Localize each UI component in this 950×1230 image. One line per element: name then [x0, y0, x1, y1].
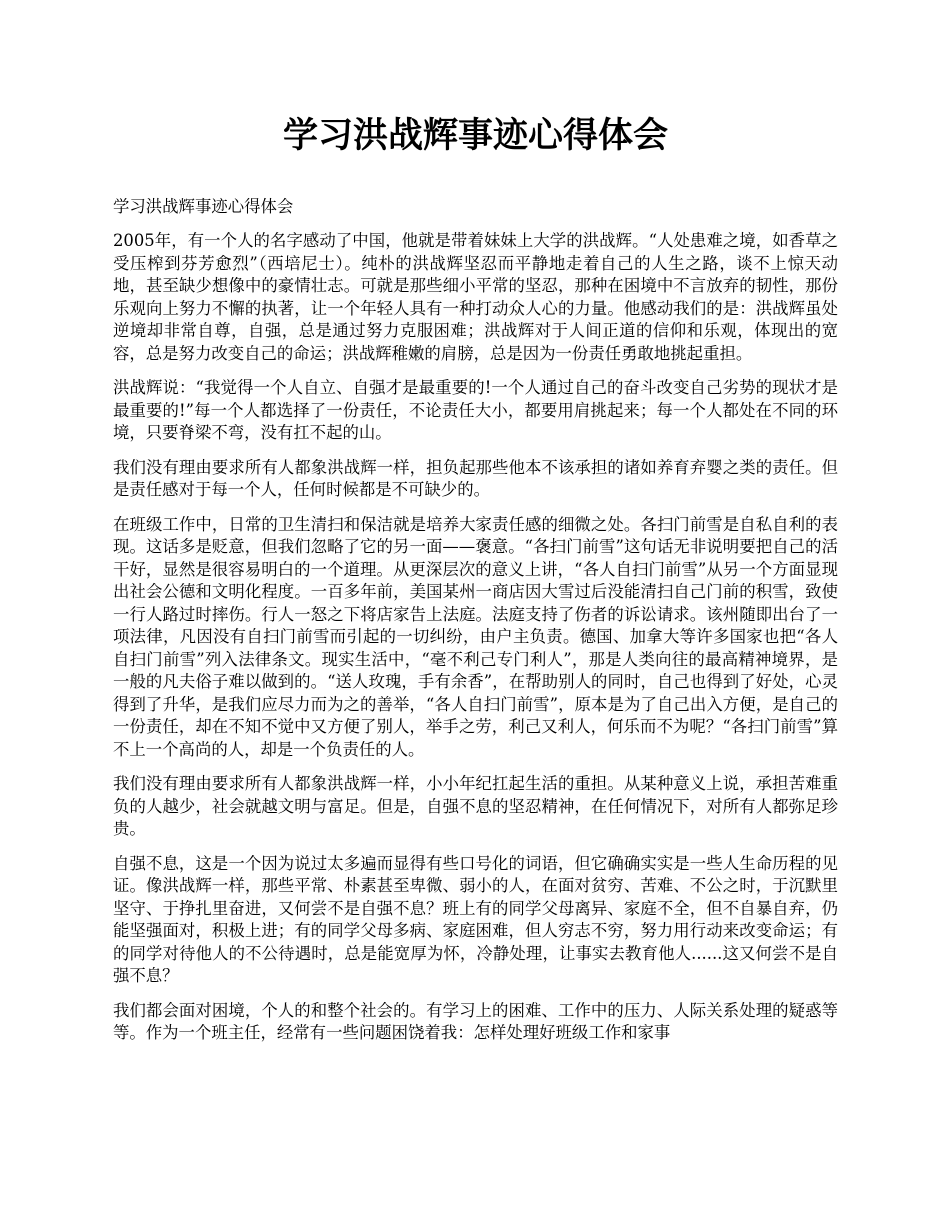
- paragraph-2: 洪战辉说：“我觉得一个人自立、自强才是最重要的!一个人通过自己的奋斗改变自己劣势的现状才是最重要的!”每一个人都选择了一份责任，不论责任大小，都要用肩挑起来；每一个人都处在不同的环境，只要脊梁不弯，没有扛不起的山。: [113, 378, 838, 442]
- paragraph-3: 我们没有理由要求所有人都象洪战辉一样，担负起那些他本不该承担的诸如养育弃婴之类的责任。但是责任感对于每一个人，任何时候都是不可缺少的。: [113, 457, 838, 499]
- document-title: 学习洪战辉事迹心得体会: [282, 115, 668, 156]
- paragraph-6: 自强不息，这是一个因为说过太多遍而显得有些口号化的词语，但它确确实实是一些人生命历程的见证。像洪战辉一样，那些平常、朴素甚至卑微、弱小的人，在面对贫穷、苦难、不公之时，于沉默里坚守、于挣扎里奋进，又何尝不是自强不息？班上有的同学父母离异、家庭不全，但不自暴自弃，仍能坚强面对，积极上进；有的同学父母多病、家庭困难，但人穷志不穷，努力用行动来改变命运；有的同学对待他人的不公待遇时，总是能宽厚为怀，冷静处理，让事实去教育他人......这又何尝不是自强不息？: [113, 853, 838, 985]
- paragraph-1: 2005年，有一个人的名字感动了中国，他就是带着妹妹上大学的洪战辉。“人处患难之境，如香草之受压榨到芬芳愈烈”（西培尼士）。纯朴的洪战辉坚忍而平静地走着自己的人生之路，谈不上惊天动地，甚至缺少想像中的豪情壮志。可就是那些细小平常的坚忍，那种在困境中不言放弃的韧性，那份乐观向上努力不懈的执著，让一个年轻人具有一种打动众人心的力量。他感动我们的是：洪战辉虽处逆境却非常自尊，自强，总是通过努力克服困难；洪战辉对于人间正道的信仰和乐观，体现出的宽容，总是努力改变自己的命运；洪战辉稚嫩的肩膀，总是因为一份责任勇敢地挑起重担。: [113, 231, 838, 363]
- paragraph-7: 我们都会面对困境，个人的和整个社会的。有学习上的困难、工作中的压力、人际关系处理的疑惑等等。作为一个班主任，经常有一些问题困饶着我：怎样处理好班级工作和家事: [113, 1000, 838, 1042]
- paragraph-5: 我们没有理由要求所有人都象洪战辉一样，小小年纪扛起生活的重担。从某种意义上说，承担苦难重负的人越少，社会就越文明与富足。但是，自强不息的坚忍精神，在任何情况下，对所有人都弥足珍贵。: [113, 774, 838, 838]
- document-subtitle: 学习洪战辉事迹心得体会: [113, 197, 294, 216]
- paragraph-4: 在班级工作中，日常的卫生清扫和保洁就是培养大家责任感的细微之处。各扫门前雪是自私自利的表现。这话多是贬意，但我们忽略了它的另一面——褒意。“各扫门前雪”这句话无非说明要把自己的活干好，显然是很容易明白的一个道理。从更深层次的意义上讲，“各人自扫门前雪”从另一个方面显现出社会公德和文明化程度。一百多年前，美国某州一商店因大雪过后没能清扫自己门前的积雪，致使一行人路过时摔伤。行人一怒之下将店家告上法庭。法庭支持了伤者的诉讼请求。该州随即出台了一项法律，凡因没有自扫门前雪而引起的一切纠纷，由户主负责。德国、加拿大等许多国家也把“各人自扫门前雪”列入法律条文。现实生活中，“毫不利己专门利人”，那是人类向往的最高精神境界，是一般的凡夫俗子难以做到的。“送人玫瑰，手有余香”，在帮助别人的同时，自己也得到了好处，心灵得到了升华，是我们应尽力而为之的善举，“各人自扫门前雪”，原本是为了自己出入方便，是自己的一份责任，却在不知不觉中又方便了别人，举手之劳，利己又利人，何乐而不为呢？“各扫门前雪”算不上一个高尚的人，却是一个负责任的人。: [113, 514, 838, 759]
